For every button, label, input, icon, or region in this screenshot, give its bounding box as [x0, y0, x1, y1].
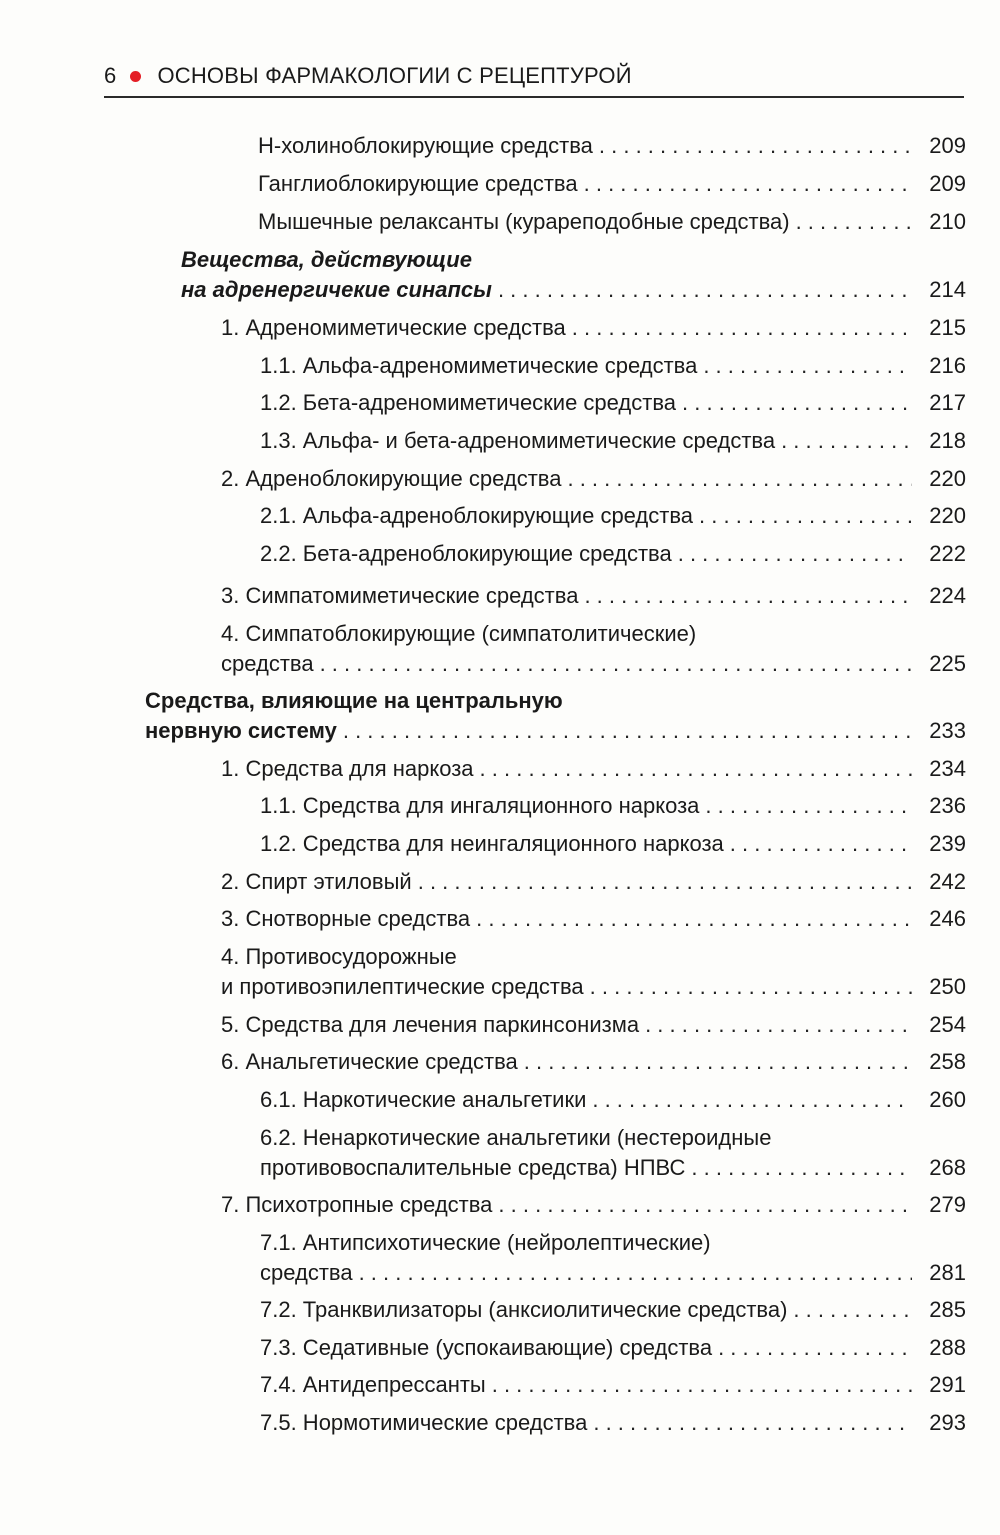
toc-entry[interactable]: Н-холиноблокирующие средства . . . 209	[258, 131, 966, 161]
toc-entry[interactable]: 6.1. Наркотические анальгетики . . . 260	[260, 1085, 966, 1115]
page-ref: 216	[929, 353, 966, 378]
page-ref: 258	[929, 1049, 966, 1074]
toc-entry[interactable]: 3. Симпатомиметические средства . . . 224	[221, 581, 966, 611]
page-ref: 246	[929, 906, 966, 931]
toc-entry[interactable]: 7.2. Транквилизаторы (анксиолитические средства) . . . 285	[260, 1295, 966, 1325]
toc-entry[interactable]: 7. Психотропные средства . . . 279	[221, 1190, 966, 1220]
page-ref: 288	[929, 1335, 966, 1360]
toc-entry[interactable]: 6.2. Ненаркотические анальгетики (нестероидные противовоспалительные средства) НПВС . . . 268	[260, 1123, 966, 1183]
page-ref: 215	[929, 315, 966, 340]
page-ref: 233	[929, 718, 966, 743]
page-ref: 218	[929, 428, 966, 453]
page-ref: 268	[929, 1155, 966, 1180]
toc-entry[interactable]: 7.3. Седативные (успокаивающие) средства . . . 288	[260, 1333, 966, 1363]
page-ref: 209	[929, 133, 966, 158]
toc-entry[interactable]: 4. Симпатоблокирующие (симпатолитические) средства . . . 225	[221, 619, 966, 679]
page-ref: 291	[929, 1372, 966, 1397]
page-ref: 293	[929, 1410, 966, 1435]
page-ref: 210	[929, 209, 966, 234]
book-title: ОСНОВЫ ФАРМАКОЛОГИИ С РЕЦЕПТУРОЙ	[157, 63, 632, 88]
toc-entry[interactable]: Ганглиоблокирующие средства . . . 209	[258, 169, 966, 199]
toc-section-heading[interactable]: Вещества, действующие на адренергичекие синапсы . . . 214	[181, 245, 966, 305]
page-ref: 222	[929, 541, 966, 566]
page-number: 6	[104, 63, 117, 88]
page-ref: 217	[929, 390, 966, 415]
toc-entry[interactable]: 1.1. Альфа-адреномиметические средства . . . 216	[260, 351, 966, 381]
toc-entry[interactable]: Мышечные релаксанты (курареподобные средства) . . . 210	[258, 207, 966, 237]
page-ref: 242	[929, 869, 966, 894]
toc-section-heading[interactable]: Средства, влияющие на центральную нервную систему . . . 233	[145, 686, 966, 746]
toc-entry[interactable]: 2. Спирт этиловый . . . 242	[221, 867, 966, 897]
page-ref: 214	[929, 277, 966, 302]
toc-entry[interactable]: 6. Анальгетические средства . . . 258	[221, 1047, 966, 1077]
page-ref: 285	[929, 1297, 966, 1322]
page-ref: 209	[929, 171, 966, 196]
page-ref: 250	[929, 974, 966, 999]
toc-entry[interactable]: 7.1. Антипсихотические (нейролептические) средства . . . 281	[260, 1228, 966, 1288]
page-ref: 225	[929, 651, 966, 676]
page-ref: 254	[929, 1012, 966, 1037]
page-ref: 260	[929, 1087, 966, 1112]
toc-entry[interactable]: 3. Снотворные средства . . . 246	[221, 904, 966, 934]
toc-entry[interactable]: 7.5. Нормотимические средства . . . 293	[260, 1408, 966, 1438]
red-bullet-icon	[130, 71, 141, 82]
toc-entry[interactable]: 5. Средства для лечения паркинсонизма . . . 254	[221, 1010, 966, 1040]
page-ref: 220	[929, 503, 966, 528]
running-header	[104, 56, 964, 98]
toc-entry[interactable]: 1.2. Средства для неингаляционного наркоза . . . 239	[260, 829, 966, 859]
toc-entry[interactable]: 1. Адреномиметические средства . . . 215	[221, 313, 966, 343]
toc-entry[interactable]: 2.1. Альфа-адреноблокирующие средства . . . 220	[260, 501, 966, 531]
page-ref: 220	[929, 466, 966, 491]
page-ref: 236	[929, 793, 966, 818]
toc-entry[interactable]: 1.1. Средства для ингаляционного наркоза . . . 236	[260, 791, 966, 821]
page-ref: 239	[929, 831, 966, 856]
page-ref: 234	[929, 756, 966, 781]
page-ref: 281	[929, 1260, 966, 1285]
toc-entry[interactable]: 1.2. Бета-адреномиметические средства . . . 217	[260, 388, 966, 418]
toc-entry[interactable]: 4. Противосудорожные и противоэпилептические средства . . . 250	[221, 942, 966, 1002]
toc-entry[interactable]: 2. Адреноблокирующие средства . . . 220	[221, 464, 966, 494]
page-ref: 224	[929, 583, 966, 608]
toc-entry[interactable]: 1. Средства для наркоза . . . 234	[221, 754, 966, 784]
toc-entry[interactable]: 1.3. Альфа- и бета-адреномиметические средства . . . 218	[260, 426, 966, 456]
toc-entry[interactable]: 2.2. Бета-адреноблокирующие средства . . . 222	[260, 539, 966, 569]
toc-entry[interactable]: 7.4. Антидепрессанты . . . 291	[260, 1370, 966, 1400]
page-ref: 279	[929, 1192, 966, 1217]
